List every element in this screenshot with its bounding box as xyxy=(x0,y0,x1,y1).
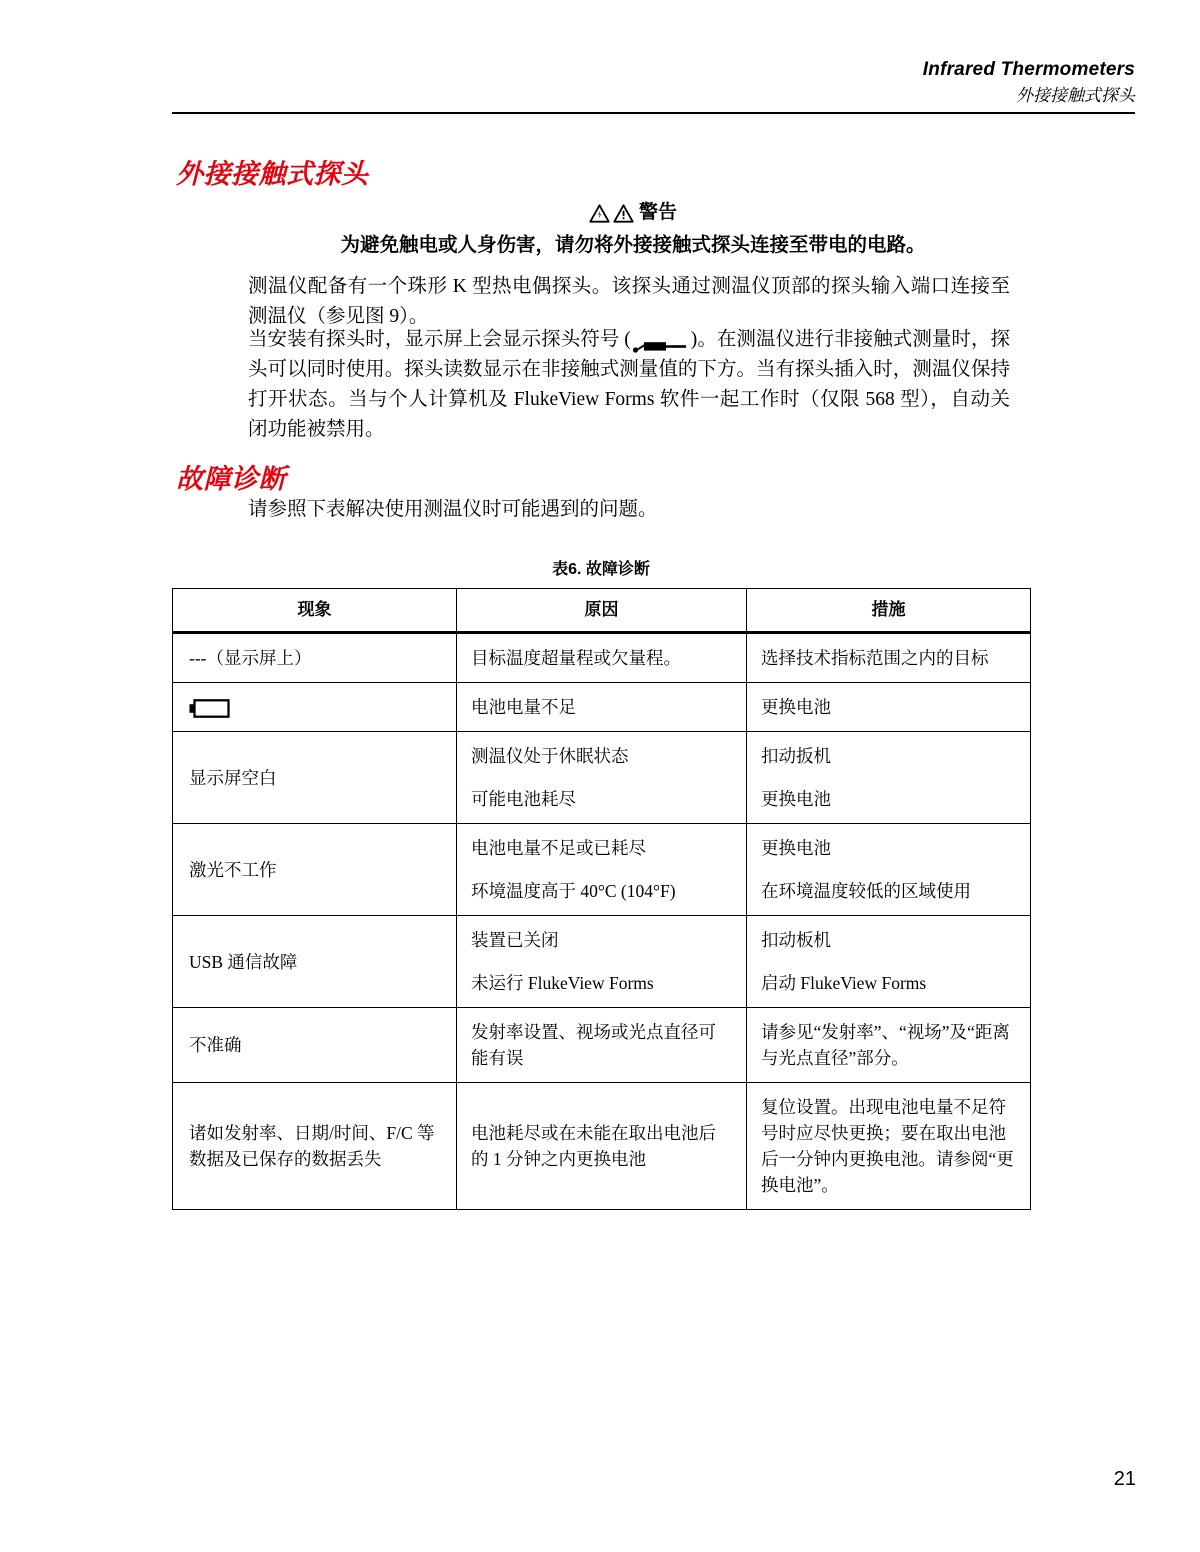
running-header xyxy=(172,58,1135,108)
cell-line: 电池电量不足或已耗尽 xyxy=(471,838,646,858)
table-row xyxy=(173,824,1031,916)
cell-symptom xyxy=(173,683,457,732)
section-heading-troubleshooting: 故障诊断 xyxy=(176,464,286,494)
paragraph-probe-symbol xyxy=(248,325,1010,445)
cell-line: 启动 FlukeView Forms xyxy=(761,973,927,993)
cell-cause xyxy=(457,633,747,683)
cell-line: 电池耗尽或在未能在取出电池后的 1 分钟之内更换电池 xyxy=(471,1123,716,1169)
paragraph-probe-intro: 测温仪配备有一个珠形 K 型热电偶探头。该探头通过测温仪顶部的探头输入端口连接至测温仪（参见图 9）。 xyxy=(248,276,1010,327)
cell-symptom xyxy=(173,633,457,683)
paragraph-troubleshooting-intro: 请参照下表解决使用测温仪时可能遇到的问题。 xyxy=(248,499,658,520)
header-rule xyxy=(172,112,1135,114)
cell-line: USB 通信故障 xyxy=(189,951,298,972)
table-header-symptom: 现象 xyxy=(173,589,457,633)
cell-cause xyxy=(457,1008,747,1083)
cell-line: 未运行 FlukeView Forms xyxy=(471,973,654,993)
cell-cause xyxy=(457,683,747,732)
troubleshooting-table xyxy=(172,588,1031,1210)
cell-action xyxy=(747,732,1031,824)
cell-line: 目标温度超量程或欠量程。 xyxy=(471,648,681,668)
cell-line: ---（显示屏上） xyxy=(189,648,312,668)
cell-line: 装置已关闭 xyxy=(471,930,559,950)
cell-line: 更换电池 xyxy=(761,789,831,809)
cell-line: 扣动扳机 xyxy=(761,746,831,766)
cell-line: 可能电池耗尽 xyxy=(471,789,576,809)
cell-line: 在环境温度较低的区域使用 xyxy=(761,881,971,901)
cell-symptom xyxy=(173,824,457,916)
cell-line: 复位设置。出现电池电量不足符号时应尽快更换；要在取出电池后一分钟内更换电池。请参阅“更换电池”。 xyxy=(761,1097,1014,1195)
cell-action xyxy=(747,916,1031,1008)
warning-triangle-caution-icon xyxy=(613,204,634,223)
section-heading-probe: 外接接触式探头 xyxy=(176,159,369,189)
cell-line: 测温仪处于休眠状态 xyxy=(471,746,629,766)
warning-title xyxy=(248,200,1018,226)
cell-symptom xyxy=(173,916,457,1008)
cell-action xyxy=(747,1008,1031,1083)
paragraph-probe-symbol-before: 当安装有探头时，显示屏上会显示探头符号 ( xyxy=(248,329,631,350)
paragraph-probe-symbol-after: )。在测温仪进行非接触式测量时，探头可以同时使用。探头读数显示在非接触式测量值的下方。当有探头插入时，测温仪保持打开状态。当与个人计算机及 FlukeView Forms 软件一起工作时（仅限 568 型），自动关闭功能被禁用。 xyxy=(248,329,1010,440)
table-row xyxy=(173,1083,1031,1210)
cell-line: 更换电池 xyxy=(761,838,831,858)
cell-action xyxy=(747,1083,1031,1210)
table-caption: 表6. 故障诊断 xyxy=(552,561,650,578)
table-row xyxy=(173,732,1031,824)
cell-symptom xyxy=(173,1008,457,1083)
running-header-title-zh: 外接接触式探头 xyxy=(1016,86,1135,105)
warning-label: 警告 xyxy=(638,202,677,223)
warning-text: 为避免触电或人身伤害，请勿将外接接触式探头连接至带电的电路。 xyxy=(340,235,926,256)
cell-line: 选择技术指标范围之内的目标 xyxy=(761,648,989,668)
cell-line: 激光不工作 xyxy=(189,859,277,880)
cell-line: 不准确 xyxy=(189,1035,242,1055)
table-row xyxy=(173,633,1031,683)
table-header-action: 措施 xyxy=(747,589,1031,633)
cell-line: 扣动板机 xyxy=(761,930,831,950)
cell-line: 更换电池 xyxy=(761,697,831,717)
cell-action xyxy=(747,633,1031,683)
page-number: 21 xyxy=(1113,1468,1136,1490)
cell-cause xyxy=(457,1083,747,1210)
cell-line: 请参见“发射率”、“视场”及“距离与光点直径”部分。 xyxy=(761,1022,1010,1068)
running-header-title-en: Infrared Thermometers xyxy=(922,59,1135,80)
cell-symptom xyxy=(173,1083,457,1210)
cell-line: 环境温度高于 40°C (104°F) xyxy=(471,881,676,901)
cell-action xyxy=(747,683,1031,732)
cell-line: 发射率设置、视场或光点直径可能有误 xyxy=(471,1022,716,1068)
table-row xyxy=(173,1008,1031,1083)
cell-cause xyxy=(457,916,747,1008)
battery-low-icon xyxy=(189,699,231,718)
table-header-cause: 原因 xyxy=(457,589,747,633)
cell-cause xyxy=(457,732,747,824)
cell-line: 显示屏空白 xyxy=(189,767,277,788)
troubleshooting-table-wrapper xyxy=(172,588,1030,1210)
cell-line: 电池电量不足 xyxy=(471,697,576,717)
thermocouple-probe-icon xyxy=(632,334,690,348)
cell-line: 诸如发射率、日期/时间、F/C 等数据及已保存的数据丢失 xyxy=(189,1123,435,1169)
table-row xyxy=(173,916,1031,1008)
warning-triangle-electric-shock-icon xyxy=(589,204,610,223)
cell-action xyxy=(747,824,1031,916)
cell-symptom xyxy=(173,732,457,824)
cell-cause xyxy=(457,824,747,916)
table-header-row xyxy=(173,589,1031,633)
table-row xyxy=(173,683,1031,732)
